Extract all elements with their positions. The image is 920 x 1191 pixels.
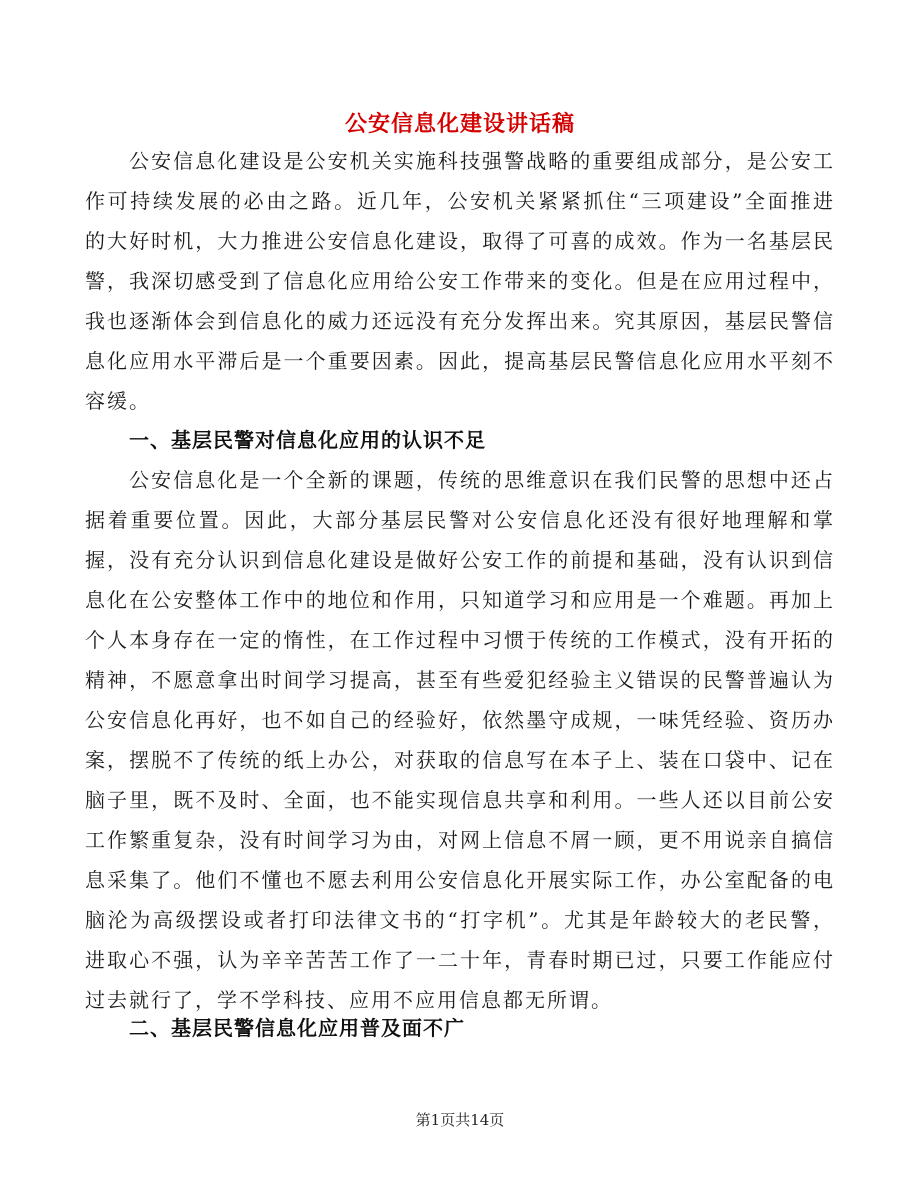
paragraph-section-1: 公安信息化是一个全新的课题，传统的思维意识在我们民警的思想中还占据着重要位置。因此，大部分基层民警对公安信息化还没有很好地理解和掌握，没有充分认识到信息化建设是做好公安工作的前提和基础，没有认识到信息化在公安整体工作中的地位和作用，只知道学习和应用是一个难题。再加上个人本身存在一定的惰性，在工作过程中习惯于传统的工作模式，没有开拓的精神，不愿意拿出时间学习提高，甚至有些爱犯经验主义错误的民警普遍认为公安信息化再好，也不如自己的经验好，依然墨守成规，一味凭经验、资历办案，摆脱不了传统的纸上办公，对获取的信息写在本子上、装在口袋中、记在脑子里，既不及时、全面，也不能实现信息共享和利用。一些人还以目前公安工作繁重复杂，没有时间学习为由，对网上信息不屑一顾，更不用说亲自搞信息采集了。他们不懂也不愿去利用公安信息化开展实际工作，办公室配备的电脑沦为高级摆设或者打印法律文书的“打字机”。尤其是年龄较大的老民警，进取心不强，认为辛辛苦苦工作了一二十年，青春时期已过，只要工作能应付过去就行了，学不学科技、应用不应用信息都无所谓。 (85, 468, 835, 1012)
section-heading-2: 二、基层民警信息化应用普及面不广 (129, 1016, 465, 1040)
page-number-footer: 第1页共14页 (415, 1111, 505, 1129)
paragraph-intro: 公安信息化建设是公安机关实施科技强警战略的重要组成部分，是公安工作可持续发展的必由之路。近几年，公安机关紧紧抓住“三项建设”全面推进的大好时机，大力推进公安信息化建设，取得了可喜的成效。作为一名基层民警，我深切感受到了信息化应用给公安工作带来的变化。但是在应用过程中，我也逐渐体会到信息化的威力还远没有充分发挥出来。究其原因，基层民警信息化应用水平滞后是一个重要因素。因此，提高基层民警信息化应用水平刻不容缓。 (85, 149, 835, 413)
section-heading-1: 一、基层民警对信息化应用的认识不足 (129, 428, 486, 452)
document-title: 公安信息化建设讲话稿 (344, 111, 575, 137)
